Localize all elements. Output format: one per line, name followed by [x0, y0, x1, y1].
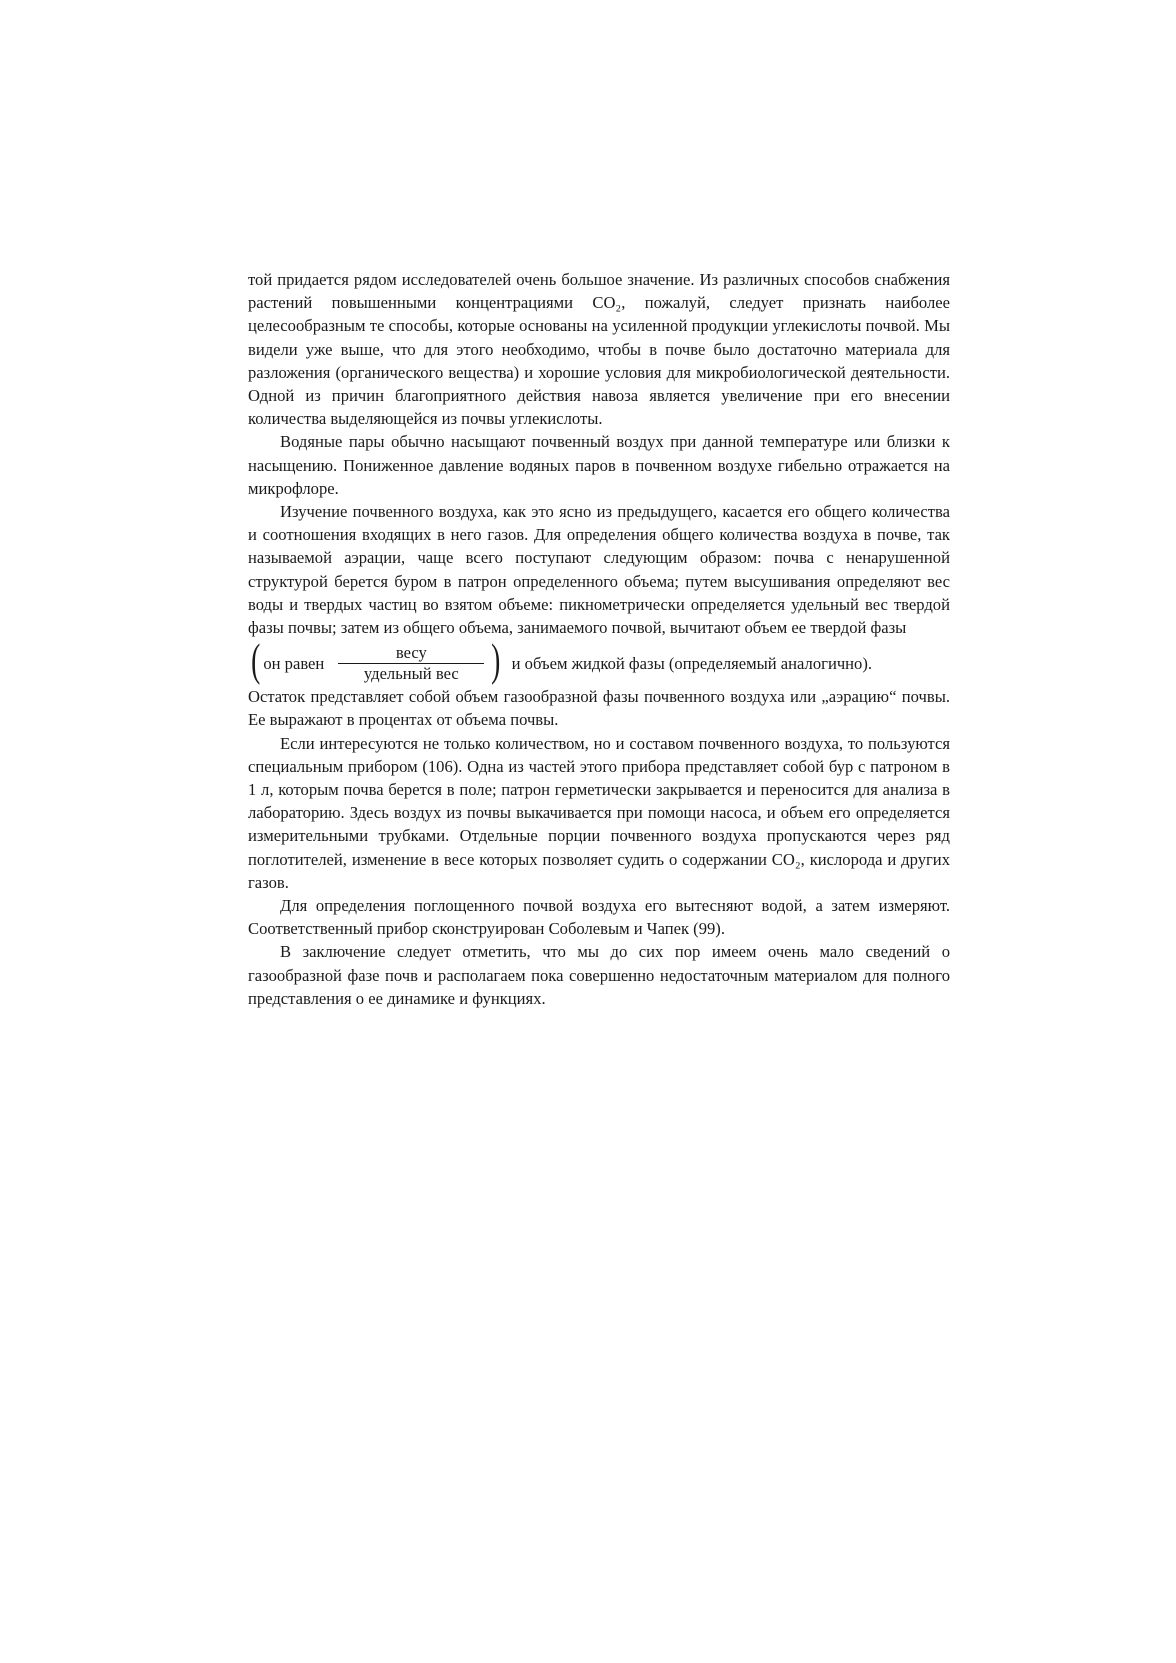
paragraph-7: В заключение следует отметить, что мы до сих пор имеем очень мало сведений о газообразной фазе почв и располагаем пока совершенно недостаточным материалом для полного представления о ее динамике и функциях.: [248, 942, 950, 1008]
paragraph-3: Изучение почвенного воздуха, как это ясно из предыдущего, касается его общего количества и соотношения входящих в него газов. Для определения общего количества воздуха в почве, так называемой аэрации, чаще всего поступают следующим образом: почва с ненарушенной структурой берется буром в патрон определенного объема; путем высушивания определяют вес воды и твердых частиц во взятом объеме: пикнометрически определяется удельный вес твердой фазы почвы; затем из общего объема, занимаемого почвой, вычитают объем ее твердой фазы: [248, 502, 950, 638]
paragraph-4: Остаток представляет собой объем газообразной фазы почвенного воздуха или „аэрацию“ почвы. Ее выражают в процентах от объема почвы.: [248, 687, 950, 730]
formula-prefix: он равен: [263, 653, 325, 673]
formula-line: [248, 634, 950, 686]
fraction: [338, 643, 484, 684]
page-text-block: [248, 268, 950, 1010]
formula-suffix: и объем жидкой фазы (определяемый аналогично).: [511, 653, 873, 673]
right-paren: ): [491, 634, 501, 686]
fraction-denominator: удельный вес: [363, 663, 459, 683]
paragraph-2: Водяные пары обычно насыщают почвенный воздух при данной температуре или близки к насыщению. Пониженное давление водяных паров в почвенном воздухе гибельно отражается на микрофлоре.: [248, 432, 950, 498]
paragraph-5: Если интересуются не только количеством, но и составом почвенного воздуха, то пользуются специальным прибором (106). Одна из частей этого прибора представляет собой бур с патроном в 1 л, которым почва берется в поле; патрон герметически закрывается и переносится для анализа в лабораторию. Здесь воздух из почвы выкачивается при помощи насоса, и объем его определяется измерительными трубками. Отдельные порции почвенного воздуха пропускаются через ряд поглотителей, изменение в весе которых позволяет судить о содержании CO₂, кислорода и других газов.: [248, 733, 950, 892]
fraction-numerator: весу: [338, 643, 484, 664]
paragraph-1: той придается рядом исследователей очень большое значение. Из различных способов снабжения растений повышенными концентрациями CO₂, пожалуй, следует признать наиболее целесообразным те способы, которые основаны на усиленной продукции углекислоты почвой. Мы видели уже выше, что для этого необходимо, чтобы в почве было достаточно материала для разложения (органического вещества) и хорошие условия для микробиологической деятельности. Одной из причин благоприятного действия навоза является увеличение при его внесении количества выделяющейся из почвы углекислоты.: [248, 270, 950, 429]
left-paren: (: [251, 634, 261, 686]
paragraph-6: Для определения поглощенного почвой воздуха его вытесняют водой, а затем измеряют. Соответственный прибор сконструирован Соболевым и Чапек (99).: [248, 896, 950, 939]
